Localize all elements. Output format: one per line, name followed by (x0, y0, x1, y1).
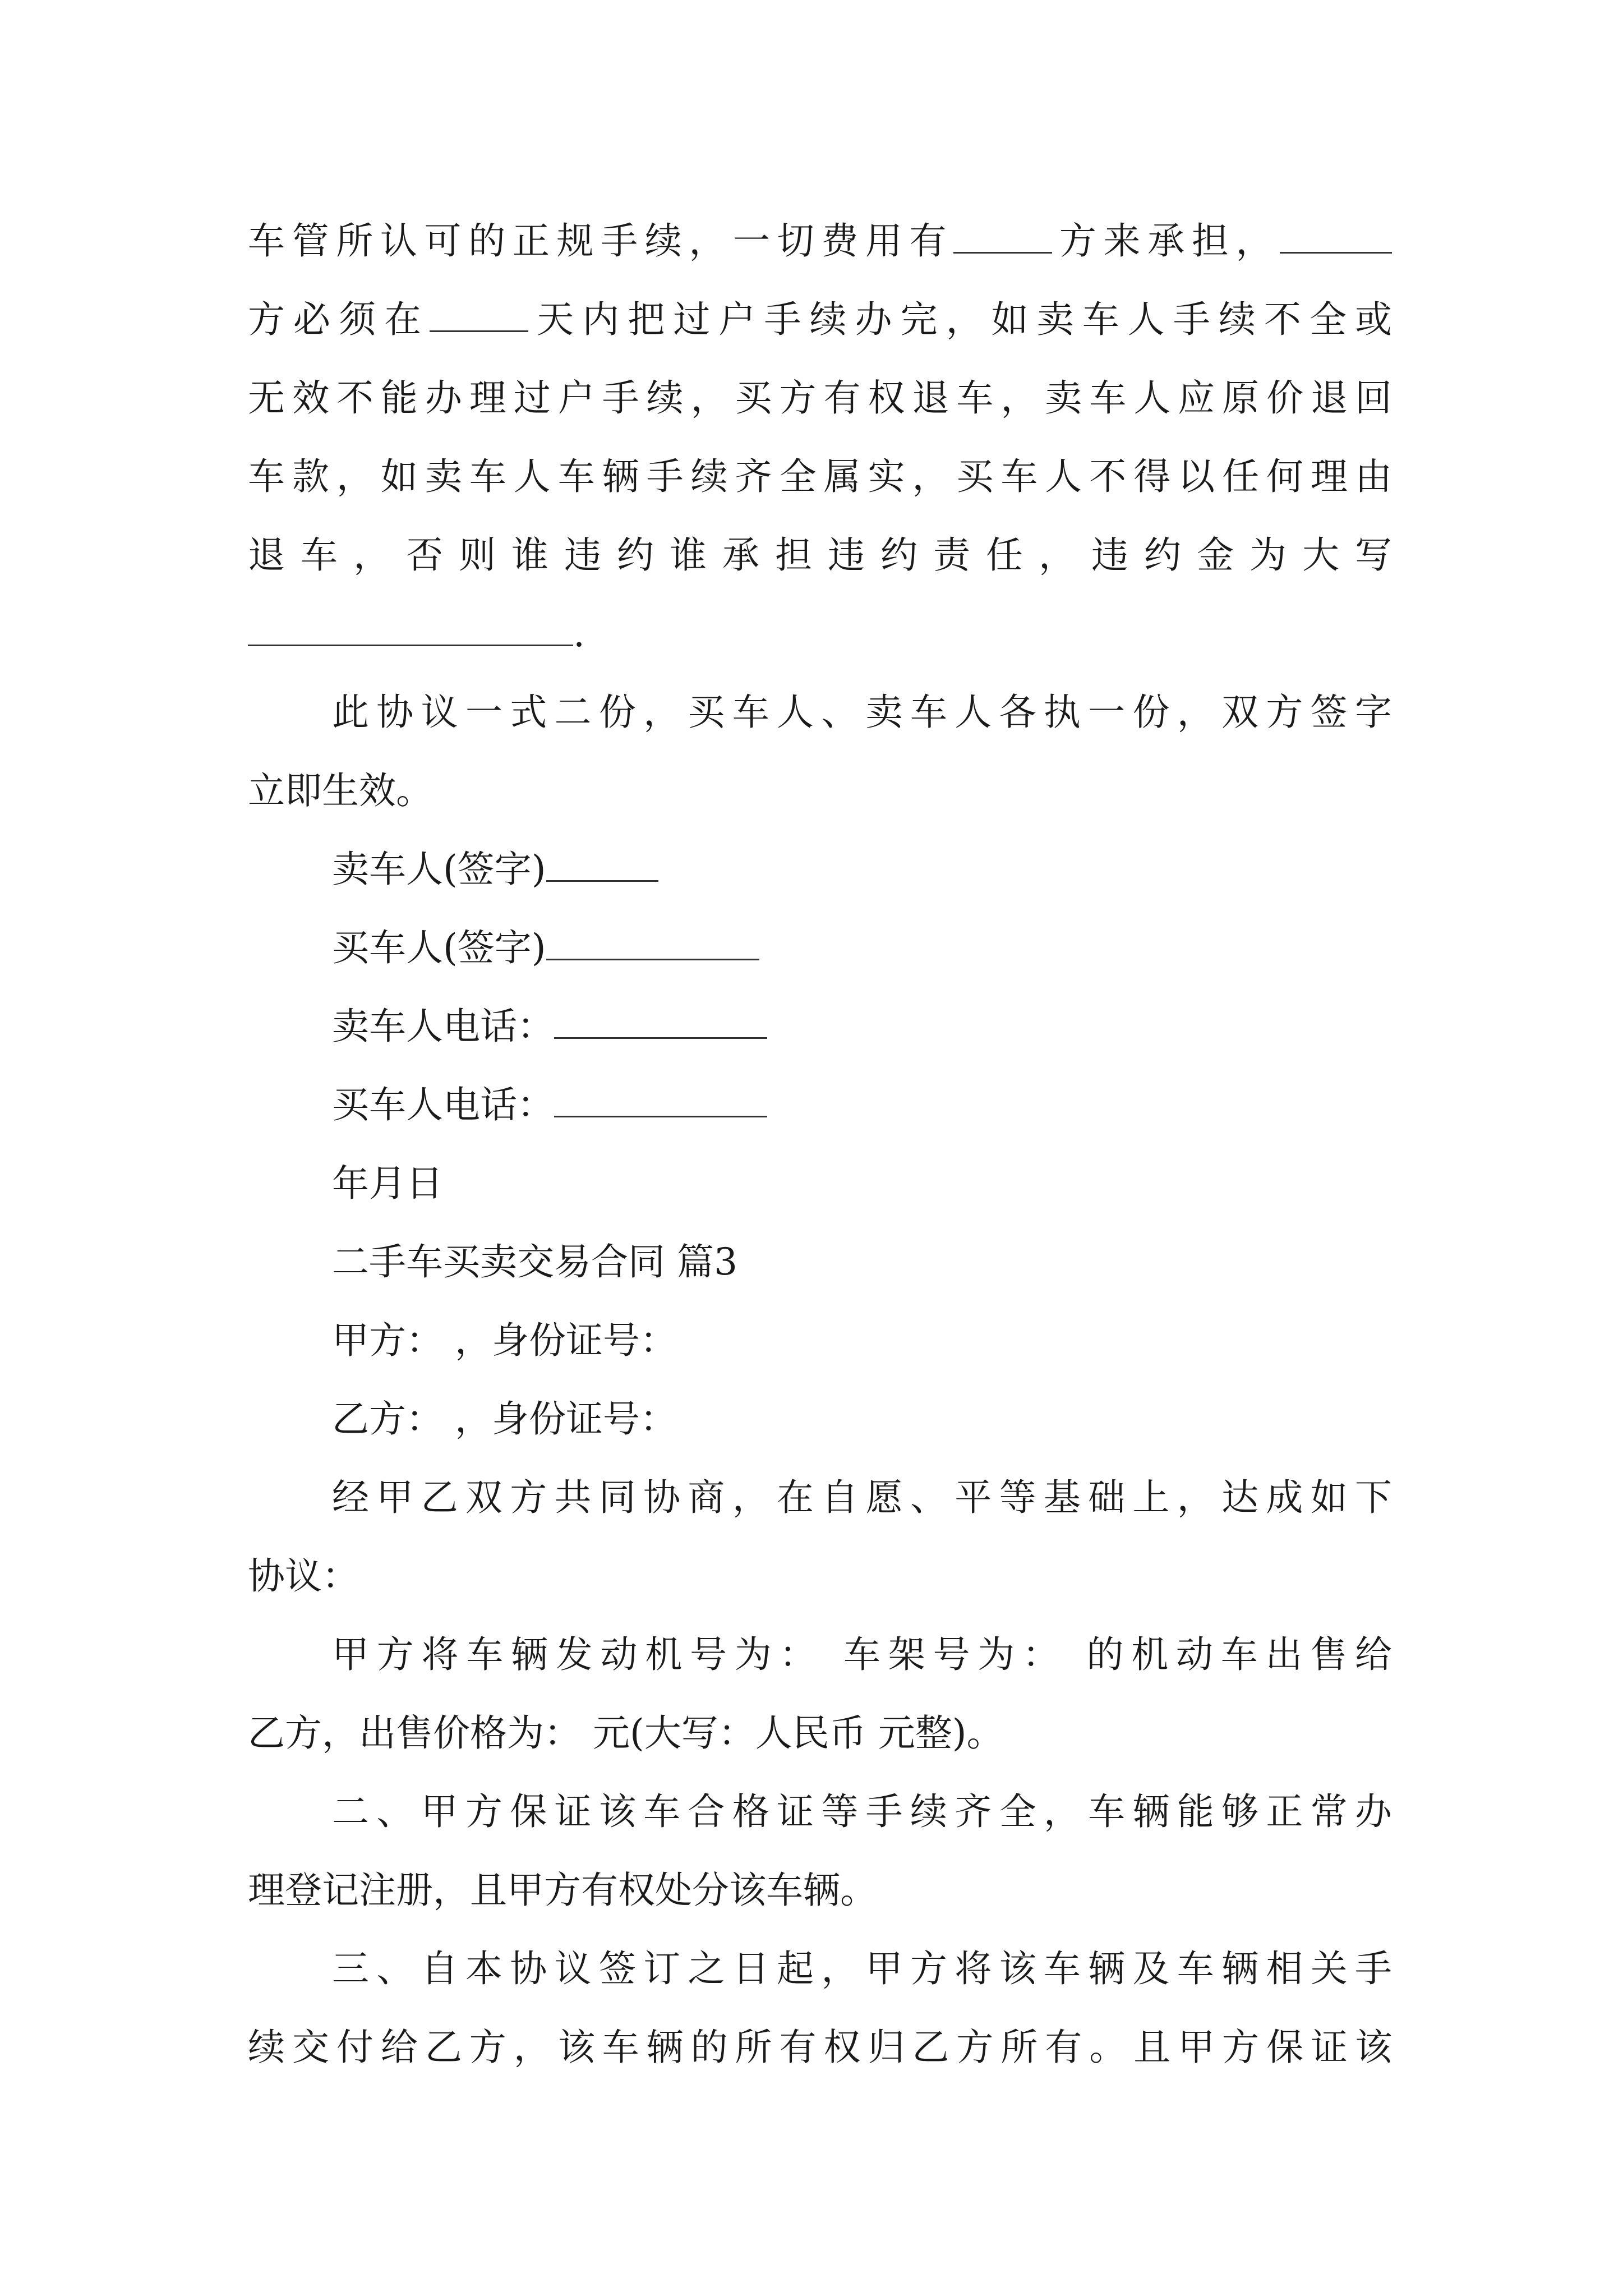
clause3-line-1: 三、自本协议签订之日起，甲方将该车辆及车辆相关手 (332, 1947, 1392, 1990)
buyer-signature-line (248, 909, 1392, 987)
fill-blank (430, 297, 528, 332)
sale-line-1: 甲方将车辆发动机号为： 车架号为： 的机动车出售给 (332, 1633, 1392, 1676)
party-b-line: 乙方： ，身份证号： (332, 1397, 677, 1441)
seller-phone-blank (554, 1004, 767, 1039)
clause-text: 车管所认可的正规手续，一切费用有 (248, 219, 954, 263)
intro-line-1: 经甲乙双方共同协商，在自愿、平等基础上，达成如下 (332, 1476, 1392, 1519)
date-line: 年月日 (332, 1162, 443, 1205)
clause-line-5: 退车，否则谁违约谁承担违约责任，违约金为大写 (248, 533, 1392, 577)
clause-line-3: 无效不能办理过户手续，买方有权退车，卖车人应原价退回 (248, 376, 1392, 420)
clause-line-2 (248, 280, 1392, 359)
intro-line-2: 协议： (248, 1554, 359, 1598)
buyer-phone-line (248, 1066, 1392, 1144)
clause-line-4: 车款，如卖车人车辆手续齐全属实，买车人不得以任何理由 (248, 455, 1392, 498)
seller-phone-label: 卖车人电话： (332, 1005, 554, 1048)
seller-signature-blank (546, 847, 658, 882)
fill-blank (1280, 219, 1392, 254)
penalty-amount-blank (248, 611, 573, 646)
buyer-phone-blank (554, 1083, 767, 1117)
buyer-signature-label: 买车人(签字) (332, 926, 546, 969)
seller-signature-label: 卖车人(签字) (332, 848, 546, 891)
sale-line-2: 乙方，出售价格为： 元(大写：人民币 元整)。 (248, 1711, 1004, 1755)
clause-text: . (573, 612, 585, 655)
clause2-line-2: 理登记注册，且甲方有权处分该车辆。 (248, 1869, 877, 1912)
party-a-line: 甲方： ，身份证号： (332, 1319, 677, 1362)
contract-heading: 二手车买卖交易合同 篇3 (332, 1240, 737, 1283)
document-page (248, 202, 1392, 2087)
fill-blank (953, 219, 1052, 254)
buyer-signature-blank (546, 926, 759, 960)
copies-line-2: 立即生效。 (248, 769, 433, 812)
clause-text: 方来承担， (1052, 219, 1280, 263)
clause3-line-2: 续交付给乙方，该车辆的所有权归乙方所有。且甲方保证该 (248, 2026, 1392, 2069)
clause-line-1 (248, 202, 1392, 280)
clause2-line-1: 二、甲方保证该车合格证等手续齐全，车辆能够正常办 (332, 1790, 1392, 1833)
clause-text: 天内把过户手续办完，如卖车人手续不全或 (528, 298, 1393, 341)
clause-line-6 (248, 595, 1392, 673)
buyer-phone-label: 买车人电话： (332, 1083, 554, 1126)
seller-signature-line (248, 830, 1392, 909)
clause-text: 方必须在 (248, 298, 430, 341)
copies-line-1: 此协议一式二份，买车人、卖车人各执一份，双方签字 (332, 691, 1392, 734)
seller-phone-line (248, 987, 1392, 1066)
